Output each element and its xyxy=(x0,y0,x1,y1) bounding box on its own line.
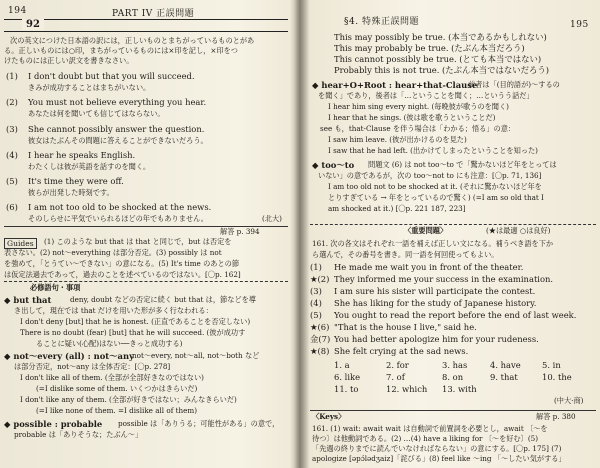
dashed-divider xyxy=(310,224,596,225)
instruction-line: 次の英文につけた日本語の訳には，正しいものとまちがっているものとがあ xyxy=(10,36,255,45)
choice: 13. with xyxy=(442,384,477,394)
source-tag: (北大) xyxy=(262,214,282,223)
dashed-divider xyxy=(4,281,288,282)
sentence-text: She has liking for the study of Japanese history. xyxy=(334,298,537,308)
keys-ref: 解答 p. 380 xyxy=(536,412,576,421)
left-page xyxy=(0,0,296,468)
entry-line: ることに疑い(心配)はない──きっと成功する) xyxy=(36,339,183,348)
entry-line: いない」の意であるが，次の too〜not to にも注意：[〇p. 71, 136] xyxy=(318,171,542,180)
guides-line: を強めて，「とうてい〜できない」の意になる。(5) It's time のあとの節 xyxy=(4,259,240,268)
instruction-line: けたものには正しい訳文を書きなさい。 xyxy=(4,56,134,65)
choice: 8. on xyxy=(442,372,464,382)
item-number: (2) xyxy=(6,97,18,107)
item-japanese: そのしらせに平気でいられるほどの年でもありません。 xyxy=(28,214,208,223)
sentence-text: They informed me your success in the examination. xyxy=(334,274,554,284)
item-english: She cannot possibly answer the question. xyxy=(28,124,205,134)
sentence-mark: ★(8) xyxy=(310,346,330,356)
sentence-mark: 金(7) xyxy=(310,334,331,344)
entry-line: There is no doubt (fear) [but] that he will succeed. (彼が成功す xyxy=(20,328,246,337)
entry-line: not〜every, not〜all, not〜both など xyxy=(132,351,260,360)
item-japanese: あなたは何を聞いても信じてはならない。 xyxy=(28,109,165,118)
guides-line: は仮定法過去であって，過去のことを述べているのではない。[〇p. 162] xyxy=(4,270,241,279)
item-number: (4) xyxy=(6,150,18,160)
review-source: (★は最適 ○は良好) xyxy=(486,226,551,235)
guides-label: Guides xyxy=(4,238,37,249)
choice: 5. in xyxy=(542,360,561,370)
item-english: I don't doubt but that you will succeed. xyxy=(28,71,195,81)
choice: 7. of xyxy=(386,372,405,382)
entry-line: 前者は「(目的語が)〜するの xyxy=(468,80,560,89)
choice: 6. like xyxy=(334,372,361,382)
keys-line: 「先週の終りまでに読んでいなければならない」の意にする。[〇p. 175] (7) xyxy=(312,444,562,453)
item-english: I am not too old to be shocked at the news. xyxy=(28,202,212,212)
sentence-text: I am sure his sister will participate the contest. xyxy=(334,286,536,296)
sentence-mark: (1) xyxy=(310,262,322,272)
page-number: 195 xyxy=(570,20,589,30)
sentence-mark: (4) xyxy=(310,298,322,308)
section-header xyxy=(4,19,288,32)
keys-label: 〈Keys〉 xyxy=(312,412,346,421)
running-head: PART IV 正誤問題 xyxy=(112,9,195,19)
choice: 11. to xyxy=(334,384,359,394)
choice: 1. a xyxy=(334,360,350,370)
entry-line: (=I like none of them. =I dislike all of them) xyxy=(36,406,198,415)
choice: 10. the xyxy=(542,372,572,382)
sentence-text: You ought to read the report before the end of last week. xyxy=(334,310,577,320)
entry-line: き出して，現在では that だけを用いた形が多く行なわれる： xyxy=(14,306,213,315)
entry-head: ◆ hear+O+Root : hear+that-Clause xyxy=(312,80,478,90)
entry-line: possible は「ありうる；可能性がある」の意で， xyxy=(118,419,280,428)
entry-line: は部分否定，not〜any は全体否定：[〇p. 278] xyxy=(14,362,171,371)
entry-line: (=I dislike some of them. いくつかはきらいだ) xyxy=(36,384,198,393)
entry-head: ◆ not〜every (all) : not〜any xyxy=(4,351,134,361)
section-number: 92 xyxy=(22,19,44,30)
entry-head: ◆ but that xyxy=(4,295,52,305)
entry-line: I don't like all of them. (全部が全部好きなのではない) xyxy=(20,373,204,382)
item-english: You must not believe everything you hear. xyxy=(28,97,207,107)
example-line: Probably this is not true. (たぶん本当ではないだろう) xyxy=(334,65,550,75)
item-japanese: 彼女はたぶんその問題に答えることができないだろう。 xyxy=(28,136,208,145)
answer-ref: 解答 p. 394 xyxy=(220,227,260,236)
entry-head: ◆ possible : probable xyxy=(4,419,103,429)
entry-line: を聞く」であり，後者は「…ということを聞く；…というう話だ」 xyxy=(318,91,534,100)
example-line: This may probably be true. (たぶん本当だろう) xyxy=(334,43,525,53)
entry-line: deny, doubt などの否定に続く but that は，節などを導 xyxy=(70,295,256,304)
sentence-text: You had better apologize him for your rudeness. xyxy=(334,334,539,344)
choice: 12. which xyxy=(386,384,428,394)
entry-line: I hear that he sings. (彼は歌を歌うということだ) xyxy=(328,113,496,122)
page-number: 194 xyxy=(8,6,27,16)
running-head: §4. 特殊正誤問題 xyxy=(344,17,419,27)
item-japanese: わたくしは彼が英語を話すのを聞く。 xyxy=(28,162,151,171)
question-intro: 161. 次の各文はそれぞれ一語を補えば正しい文になる。補うべき語を下か xyxy=(312,239,554,248)
instruction-line: る。正しいものには○印，まちがっているものには×印を記し，×印をつ xyxy=(4,46,238,55)
entry-line: am shocked at it.) [〇p. 221 187, 223] xyxy=(328,204,466,213)
sentence-mark: ★(6) xyxy=(310,322,330,332)
choices-source: (中大·商) xyxy=(554,396,584,405)
entry-line: 問題文 (6) は not too〜to で「驚かないほど年をとっては xyxy=(368,160,557,169)
item-japanese: 彼らが出発した時刻です。 xyxy=(28,188,114,197)
choice: 3. has xyxy=(442,360,468,370)
sentence-text: "That is the house I live," said he. xyxy=(334,322,477,332)
keys-line: apologize [əpɔ́lədʒaiz]「詫びる」(8) feel like 〜ing 「〜したい気がする」 xyxy=(312,454,566,463)
choice: 2. for xyxy=(386,360,409,370)
choice: 4. have xyxy=(490,360,521,370)
example-line: This may possibly be true. (本当であるかもしれない) xyxy=(334,32,547,42)
review-label: 〈重要問題〉 xyxy=(404,226,448,235)
question-intro: ら選んで，その番号を書き。同一語を何回使ってもよい。 xyxy=(312,250,499,259)
sentence-text: She felt crying at the sad news. xyxy=(334,346,469,356)
entry-line: I am too old not to be shocked at it. (それに驚かないほど年を xyxy=(328,182,542,191)
book-spine xyxy=(290,0,310,468)
choice: 9. that xyxy=(490,372,518,382)
item-number: (3) xyxy=(6,124,18,134)
key-heading: 必修語句・事項 xyxy=(30,283,81,292)
item-english: It's time they were off. xyxy=(28,176,124,186)
sentence-text: He made me wait you in front of the theater. xyxy=(334,262,524,272)
item-japanese: きみが成功することはまちがいない。 xyxy=(28,83,151,92)
entry-head: ◆ too〜to xyxy=(312,160,355,170)
entry-line: とりすぎている → 年をとっているので驚く) (=I am so old that I xyxy=(328,193,544,202)
guides-line: (1) このような but that は that と同じで，but は否定を xyxy=(44,237,232,246)
entry-line: I saw that he had left. (出かけてしまったということを知った) xyxy=(328,146,538,155)
item-english: I hear he speaks English. xyxy=(28,150,136,160)
item-number: (1) xyxy=(6,71,18,81)
entry-line: see も，that-Clause を伴う場合は「わかる；悟る」の意： xyxy=(320,124,516,133)
entry-line: I hear him sing every night. (毎晩彼が歌うのを聞く) xyxy=(328,102,509,111)
entry-line: I don't deny [but] that he is honest. (正直であることを否定しない) xyxy=(20,317,251,326)
sentence-mark: (5) xyxy=(310,310,322,320)
sentence-mark: (3) xyxy=(310,286,322,296)
right-page xyxy=(304,0,600,468)
divider xyxy=(310,410,596,411)
entry-line: I don't like any of them. (全部が好きではない；みんなきらいだ) xyxy=(20,395,237,404)
keys-line: 161. (1) wait: await wait は自動詞で前置詞を必要とし，await 〔〜を xyxy=(312,424,548,433)
item-number: (6) xyxy=(6,202,18,212)
example-line: This cannot possibly be true. (とても本当ではない) xyxy=(334,54,542,64)
entry-line: probable は「ありそうな；たぶん〜」 xyxy=(14,430,143,439)
entry-line: I saw him leave. (彼が出かけるのを見た) xyxy=(328,135,467,144)
guides-line: 表さない。(2) not〜everything は部分否定。(3) possibly は not xyxy=(4,248,222,257)
sentence-mark: ★(2) xyxy=(310,274,330,284)
keys-line: 待つ〕は他動詞である。(2) …(4) have a liking for 〔〜を好む〕(5) xyxy=(312,434,539,443)
item-number: (5) xyxy=(6,176,18,186)
